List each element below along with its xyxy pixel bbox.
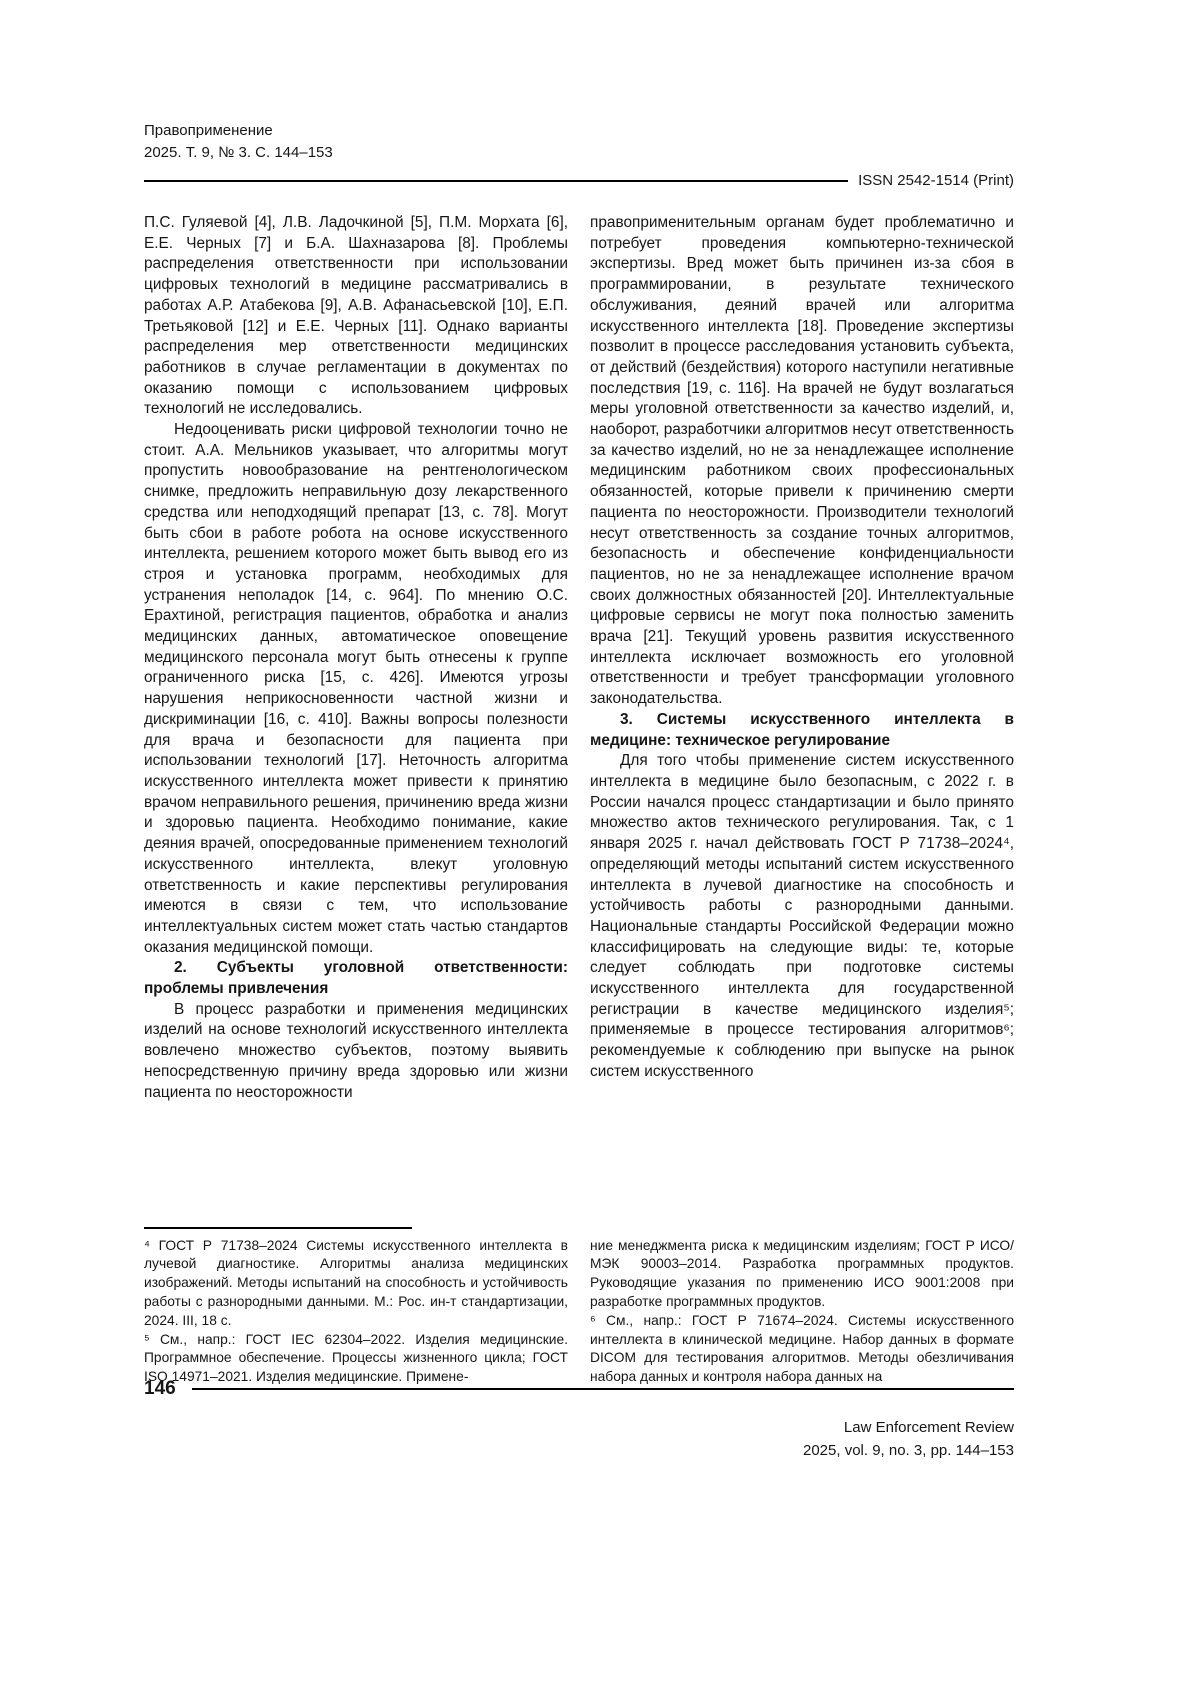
- footnote-separator: [144, 1227, 412, 1229]
- article-paragraph: Недооценивать риски цифровой технологии точно не стоит. А.А. Мельников указывает, что алгоритмы могут пропустить новообразование на рентгенологическом снимке, предложить неправильную дозу лекарственного средства или неподходящий препарат [13, с. 78]. Могут быть сбои в работе робота на основе искусственного интеллекта, решением которого может быть вывод его из строя и установка программ, необходимых для устранения неполадок [14, с. 964]. По мнению О.С. Ерахтиной, регистрация пациентов, обработка и анализ медицинских данных, автоматическое оповещение медицинского персонала могут быть отнесены к группе ограниченного риска [15, с. 426]. Имеются угрозы нарушения неприкосновенности частной жизни и дискриминации [16, с. 410]. Важны вопросы полезности для врача и безопасности для пациента при использовании технологий [17]. Неточность алгоритма искусственного интеллекта может привести к принятию врачом неправильного решения, причинению вреда жизни и здоровью пациента. Необходимо понимание, какие деяния врачей, опосредованные применением технологий искусственного интеллекта, влекут уголовную ответственность и какие перспективы регулирования имеются в связи с тем, что использование интеллектуальных систем может стать частью стандартов оказания медицинской помощи.: [144, 421, 568, 956]
- page-footer: [144, 1378, 1014, 1462]
- page-header: [144, 120, 1014, 189]
- issue-info: 2025. Т. 9, № 3. С. 144–153: [144, 144, 333, 161]
- footnote: ние менеджмента риска к медицинским изделиям; ГОСТ Р ИСО/МЭК 90003–2014. Разработка программных продуктов. Руководящие указания по применению ИСО 9001:2008 при разработке программных продуктов.: [590, 1237, 1014, 1310]
- footnote: ⁶ См., напр.: ГОСТ Р 71674–2024. Системы искусственного интеллекта в клинической медицине. Набор данных в формате DICOM для тестирования алгоритмов. Методы обезличивания набора данных и контроля набора данных на: [590, 1312, 1014, 1385]
- article-body: [144, 213, 1014, 1387]
- page-number-row: [144, 1378, 1014, 1400]
- issn-label: ISSN 2542-1514 (Print): [858, 172, 1014, 189]
- section-heading: 3. Системы искусственного интеллекта в медицине: техническое регулирование: [590, 710, 1014, 749]
- journal-title-en: Law Enforcement Review: [843, 1419, 1014, 1436]
- footnotes-right: [590, 1231, 1014, 1387]
- page-number: 146: [144, 1378, 176, 1399]
- section-heading: 2. Субъекты уголовной ответственности: проблемы привлечения: [144, 959, 568, 998]
- journal-title: Правоприменение: [144, 122, 273, 139]
- footnote: ⁴ ГОСТ Р 71738–2024 Системы искусственного интеллекта в лучевой диагностике. Алгоритмы анализа медицинских изображений. Методы испытаний на способность и устойчивость работы с разнородными данными. М.: Рос. ин-т стандартизации, 2024. III, 18 с.: [144, 1237, 568, 1328]
- header-rule: [144, 180, 848, 182]
- footer-rule: [192, 1388, 1014, 1390]
- article-paragraph: П.С. Гуляевой [4], Л.В. Ладочкиной [5], П.М. Морхата [6], Е.Е. Черных [7] и Б.А. Шахназарова [8]. Проблемы распределения ответственности при использовании цифровых технологий в медицине рассматривались в работах А.Р. Атабекова [9], А.В. Афанасьевской [10], Е.П. Третьяковой [12] и Е.Е. Черных [11]. Однако варианты распределения мер ответственности медицинских работников в случае регламентации в документах по оказанию помощи с использованием цифровых технологий не исследовались.: [144, 214, 568, 418]
- footnote: ⁵ См., напр.: ГОСТ IEC 62304–2022. Изделия медицинские. Программное обеспечение. Процессы жизненного цикла; ГОСТ ISO 14971–2021. Изделия медицинские. Примене-: [144, 1331, 568, 1385]
- header-rule-row: [144, 172, 1014, 189]
- footnotes-left: [144, 1221, 568, 1387]
- article-paragraph: правоприменительным органам будет проблематично и потребует проведения компьютерно-технической экспертизы. Вред может быть причинен из-за сбоя в программировании, в результате технического обслуживания, деяний врачей или алгоритма искусственного интеллекта [18]. Проведение экспертизы позволит в процессе расследования установить субъекта, от действий (бездействия) которого наступили негативные последствия [19, с. 116]. На врачей не будут возлагаться меры уголовной ответственности за качество изделий, и, наоборот, разработчики алгоритмов несут ответственность за качество изделий, но не за ненадлежащее исполнение медицинским работником своих профессиональных обязанностей, которые привели к причинению смерти пациента по неосторожности. Производители технологий несут ответственность за создание точных алгоритмов, безопасность и обеспечение конфиденциальности пациентов, но не за ненадлежащее исполнение врачом своих должностных обязанностей [20]. Интеллектуальные цифровые сервисы не могут пока полностью заменить врача [21]. Текущий уровень развития искусственного интеллекта исключает возможность его уголовной ответственности и требует трансформации уголовного законодательства.: [590, 214, 1014, 708]
- left-column: [144, 213, 568, 1387]
- article-paragraph: В процесс разработки и применения медицинских изделий на основе технологий искусственного интеллекта вовлечено множество субъектов, поэтому выявить непосредственную причину вреда здоровью или жизни пациента по неосторожности: [144, 1000, 568, 1101]
- article-paragraph: Для того чтобы применение систем искусственного интеллекта в медицине было безопасным, с 2022 г. в России начался процесс стандартизации и было принято множество актов технического регулирования. Так, с 1 января 2025 г. начал действовать ГОСТ Р 71738–2024⁴, определяющий методы испытаний систем искусственного интеллекта в лучевой диагностике на способность и устойчивость работы с разнородными данными. Национальные стандарты Российской Федерации можно классифицировать на следующие виды: те, которые следует соблюдать при подготовке системы искусственного интеллекта для государственной регистрации в качестве медицинского изделия⁵; применяемые в процессе тестирования алгоритмов⁶; рекомендуемые к соблюдению при выпуске на рынок систем искусственного: [590, 752, 1014, 1080]
- right-column: [590, 213, 1014, 1387]
- issue-info-en: 2025, vol. 9, no. 3, pp. 144–153: [802, 1442, 1014, 1459]
- footer-meta: [144, 1416, 1014, 1462]
